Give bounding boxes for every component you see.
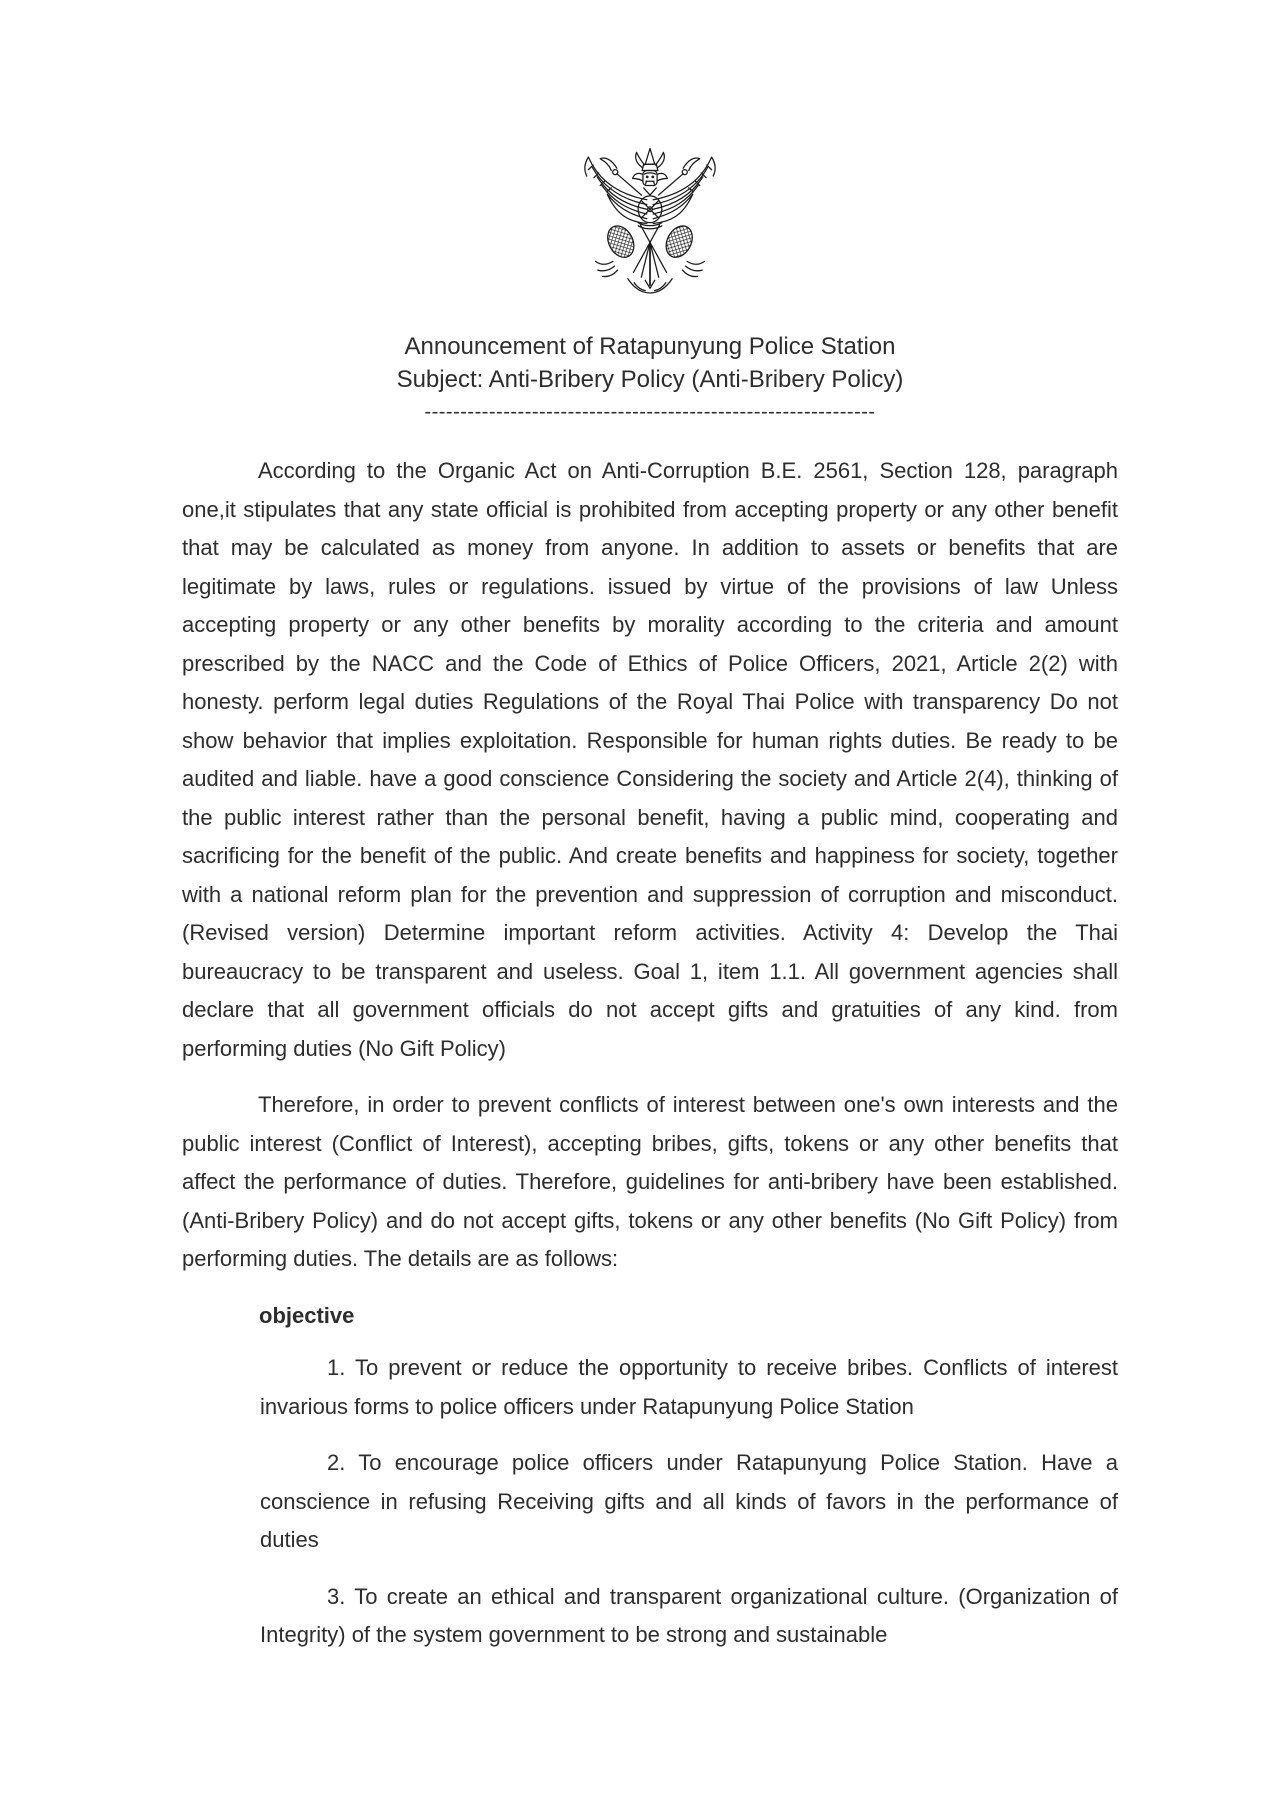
dashed-divider: --------------------------------------------------------------- (424, 401, 876, 423)
objective-item-3: 3. To create an ethical and transparent organizational culture. (Organization of Integrity) of the system government to be strong and sustainable (260, 1583, 1118, 1647)
announcement-title: Announcement of Ratapunyung Police Station (404, 333, 896, 360)
objective-item-1: 1. To prevent or reduce the opportunity to receive bribes. Conflicts of interest invarious forms to police officers under Ratapunyung Police Station (260, 1355, 1118, 1419)
emblem-container (182, 146, 1118, 312)
objective-heading: objective (259, 1302, 355, 1328)
paragraph-legal-basis: According to the Organic Act on Anti-Corruption B.E. 2561, Section 128, paragraph one,it stipulates that any state official is prohibited from accepting property or any other benefit that may be calculated as money from anyone. In addition to assets or benefits that are legitimate by laws, rules or regulations. issued by virtue of the provisions of law Unless accepting property or any other benefits by morality according to the criteria and amount prescribed by the NACC and the Code of Ethics of Police Officers, 2021, Article 2(2) with honesty. perform legal duties Regulations of the Royal Thai Police with transparency Do not show behavior that implies exploitation. Responsible for human rights duties. Be ready to be audited and liable. have a good conscience Considering the society and Article 2(4), thinking of the public interest rather than the personal benefit, having a public mind, cooperating and sacrificing for the benefit of the public. And create benefits and happiness for society, together with a national reform plan for the prevention and suppression of corruption and misconduct. (Revised version) Determine important reform activities. Activity 4: Develop the Thai bureaucracy to be transparent and useless. Goal 1, item 1.1. All government agencies shall declare that all government officials do not accept gifts and gratuities of any kind. from performing duties (No Gift Policy) (182, 458, 1118, 1061)
garuda-emblem-icon (571, 146, 729, 312)
subject-line: Subject: Anti-Bribery Policy (Anti-Bribery Policy) (396, 366, 904, 393)
paragraph-policy-rationale: Therefore, in order to prevent conflicts of interest between one's own interests and the public interest (Conflict of Interest), accepting bribes, gifts, tokens or any other benefits that affect the performance of duties. Therefore, guidelines for anti-bribery have been established. (Anti-Bribery Policy) and do not accept gifts, tokens or any other benefits (No Gift Policy) from performing duties. The details are as follows: (182, 1092, 1118, 1271)
objective-item-2: 2. To encourage police officers under Ratapunyung Police Station. Have a conscience in refusing Receiving gifts and all kinds of favors in the performance of duties (260, 1450, 1118, 1552)
